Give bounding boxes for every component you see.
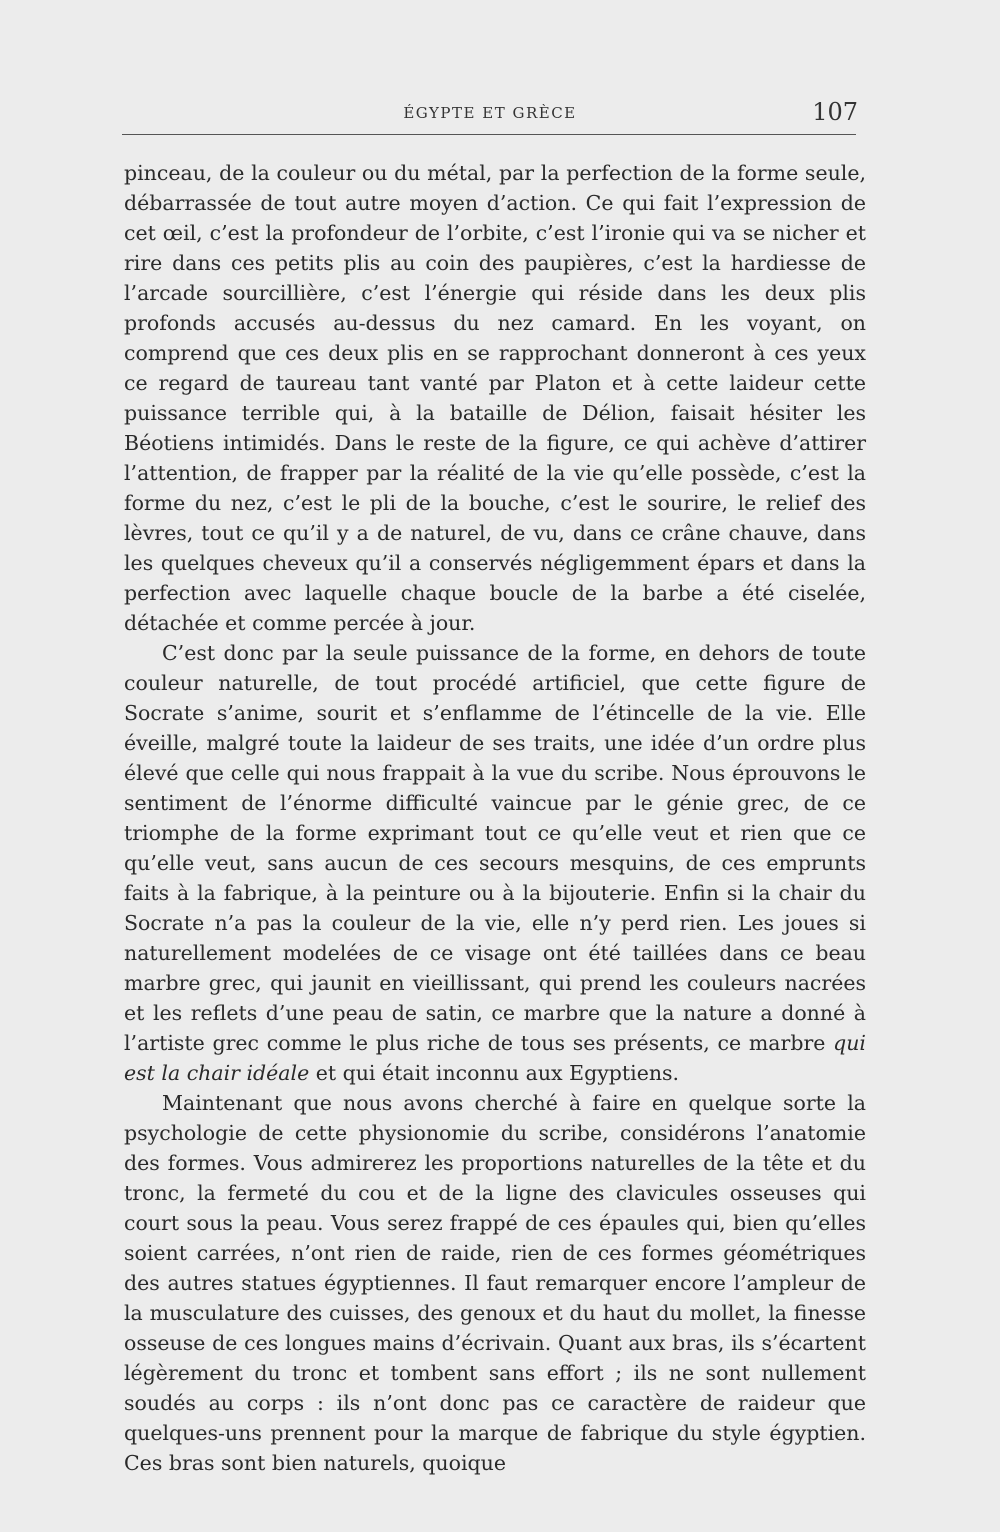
running-title: ÉGYPTE ET GRÈCE: [403, 104, 577, 122]
paragraph-1: pinceau, de la couleur ou du métal, par la perfection de la forme seule, débarrassée de tout autre moyen d’action. Ce qui fait l’expression de cet œil, c’est la profondeur de l’orbite, c’est l’ironie qui va se nicher et rire dans ces petits plis au coin des paupières, c’est la hardiesse de l’arcade sourcillière, c’est l’énergie qui réside dans les deux plis profonds accusés au-dessus du nez camard. En les voyant, on comprend que ces deux plis en se rapprochant donneront à ces yeux ce regard de taureau tant vanté par Platon et à cette laideur cette puissance terrible qui, à la bataille de Délion, faisait hésiter les Béotiens intimidés. Dans le reste de la figure, ce qui achève d’attirer l’attention, de frapper par la réalité de la vie qu’elle possède, c’est la forme du nez, c’est le pli de la bouche, c’est le sourire, le relief des lèvres, tout ce qu’il y a de naturel, de vu, dans ce crâne chauve, dans les quelques cheveux qu’il a conservés négligemment épars et dans la perfection avec laquelle chaque boucle de la barbe a été ciselée, détachée et comme percée à jour.: [124, 161, 866, 635]
header-rule: [122, 134, 856, 135]
paragraph-2-text-after: et qui était inconnu aux Egyptiens.: [309, 1061, 680, 1085]
running-head: [122, 98, 858, 134]
body-text: [124, 158, 866, 1478]
paragraph-2-italic-phrase: qui est la chair idéale: [124, 1031, 866, 1085]
paragraph-3: Maintenant que nous avons cherché à faire en quelque sorte la psychologie de cette physionomie du scribe, considérons l’anatomie des formes. Vous admirerez les proportions naturelles de la tête et du tronc, la fermeté du cou et de la ligne des clavicules osseuses qui court sous la peau. Vous serez frappé de ces épaules qui, bien qu’elles soient carrées, n’ont rien de raide, rien de ces formes géométriques des autres statues égyptiennes. Il faut remarquer encore l’ampleur de la musculature des cuisses, des genoux et du haut du mollet, la finesse osseuse de ces longues mains d’écrivain. Quant aux bras, ils s’écartent légèrement du tronc et tombent sans effort ; ils ne sont nullement soudés au corps : ils n’ont donc pas ce caractère de raideur que quelques-uns prennent pour la marque de fabrique du style égyptien. Ces bras sont bien naturels, quoique: [124, 1091, 866, 1475]
paragraph-2: [124, 638, 866, 1088]
paragraph-2-text-before: C’est donc par la seule puissance de la forme, en dehors de toute couleur naturelle, de tout procédé artificiel, que cette figure de Socrate s’anime, sourit et s’enflamme de l’étincelle de la vie. Elle éveille, malgré toute la laideur de ses traits, une idée d’un ordre plus élevé que celle qui nous frappait à la vue du scribe. Nous éprouvons le sentiment de l’énorme difficulté vaincue par le génie grec, de ce triomphe de la forme exprimant tout ce qu’elle veut et rien que ce qu’elle veut, sans aucun de ces secours mesquins, de ces emprunts faits à la fabrique, à la peinture ou à la bijouterie. Enfin si la chair du Socrate n’a pas la couleur de la vie, elle n’y perd rien. Les joues si naturellement modelées de ce visage ont été taillées dans ce beau marbre grec, qui jaunit en vieillissant, qui prend les couleurs nacrées et les reflets d’une peau de satin, ce marbre que la nature a donné à l’artiste grec comme le plus riche de tous ses présents, ce marbre: [124, 641, 866, 1055]
page-number: 107: [812, 98, 858, 126]
